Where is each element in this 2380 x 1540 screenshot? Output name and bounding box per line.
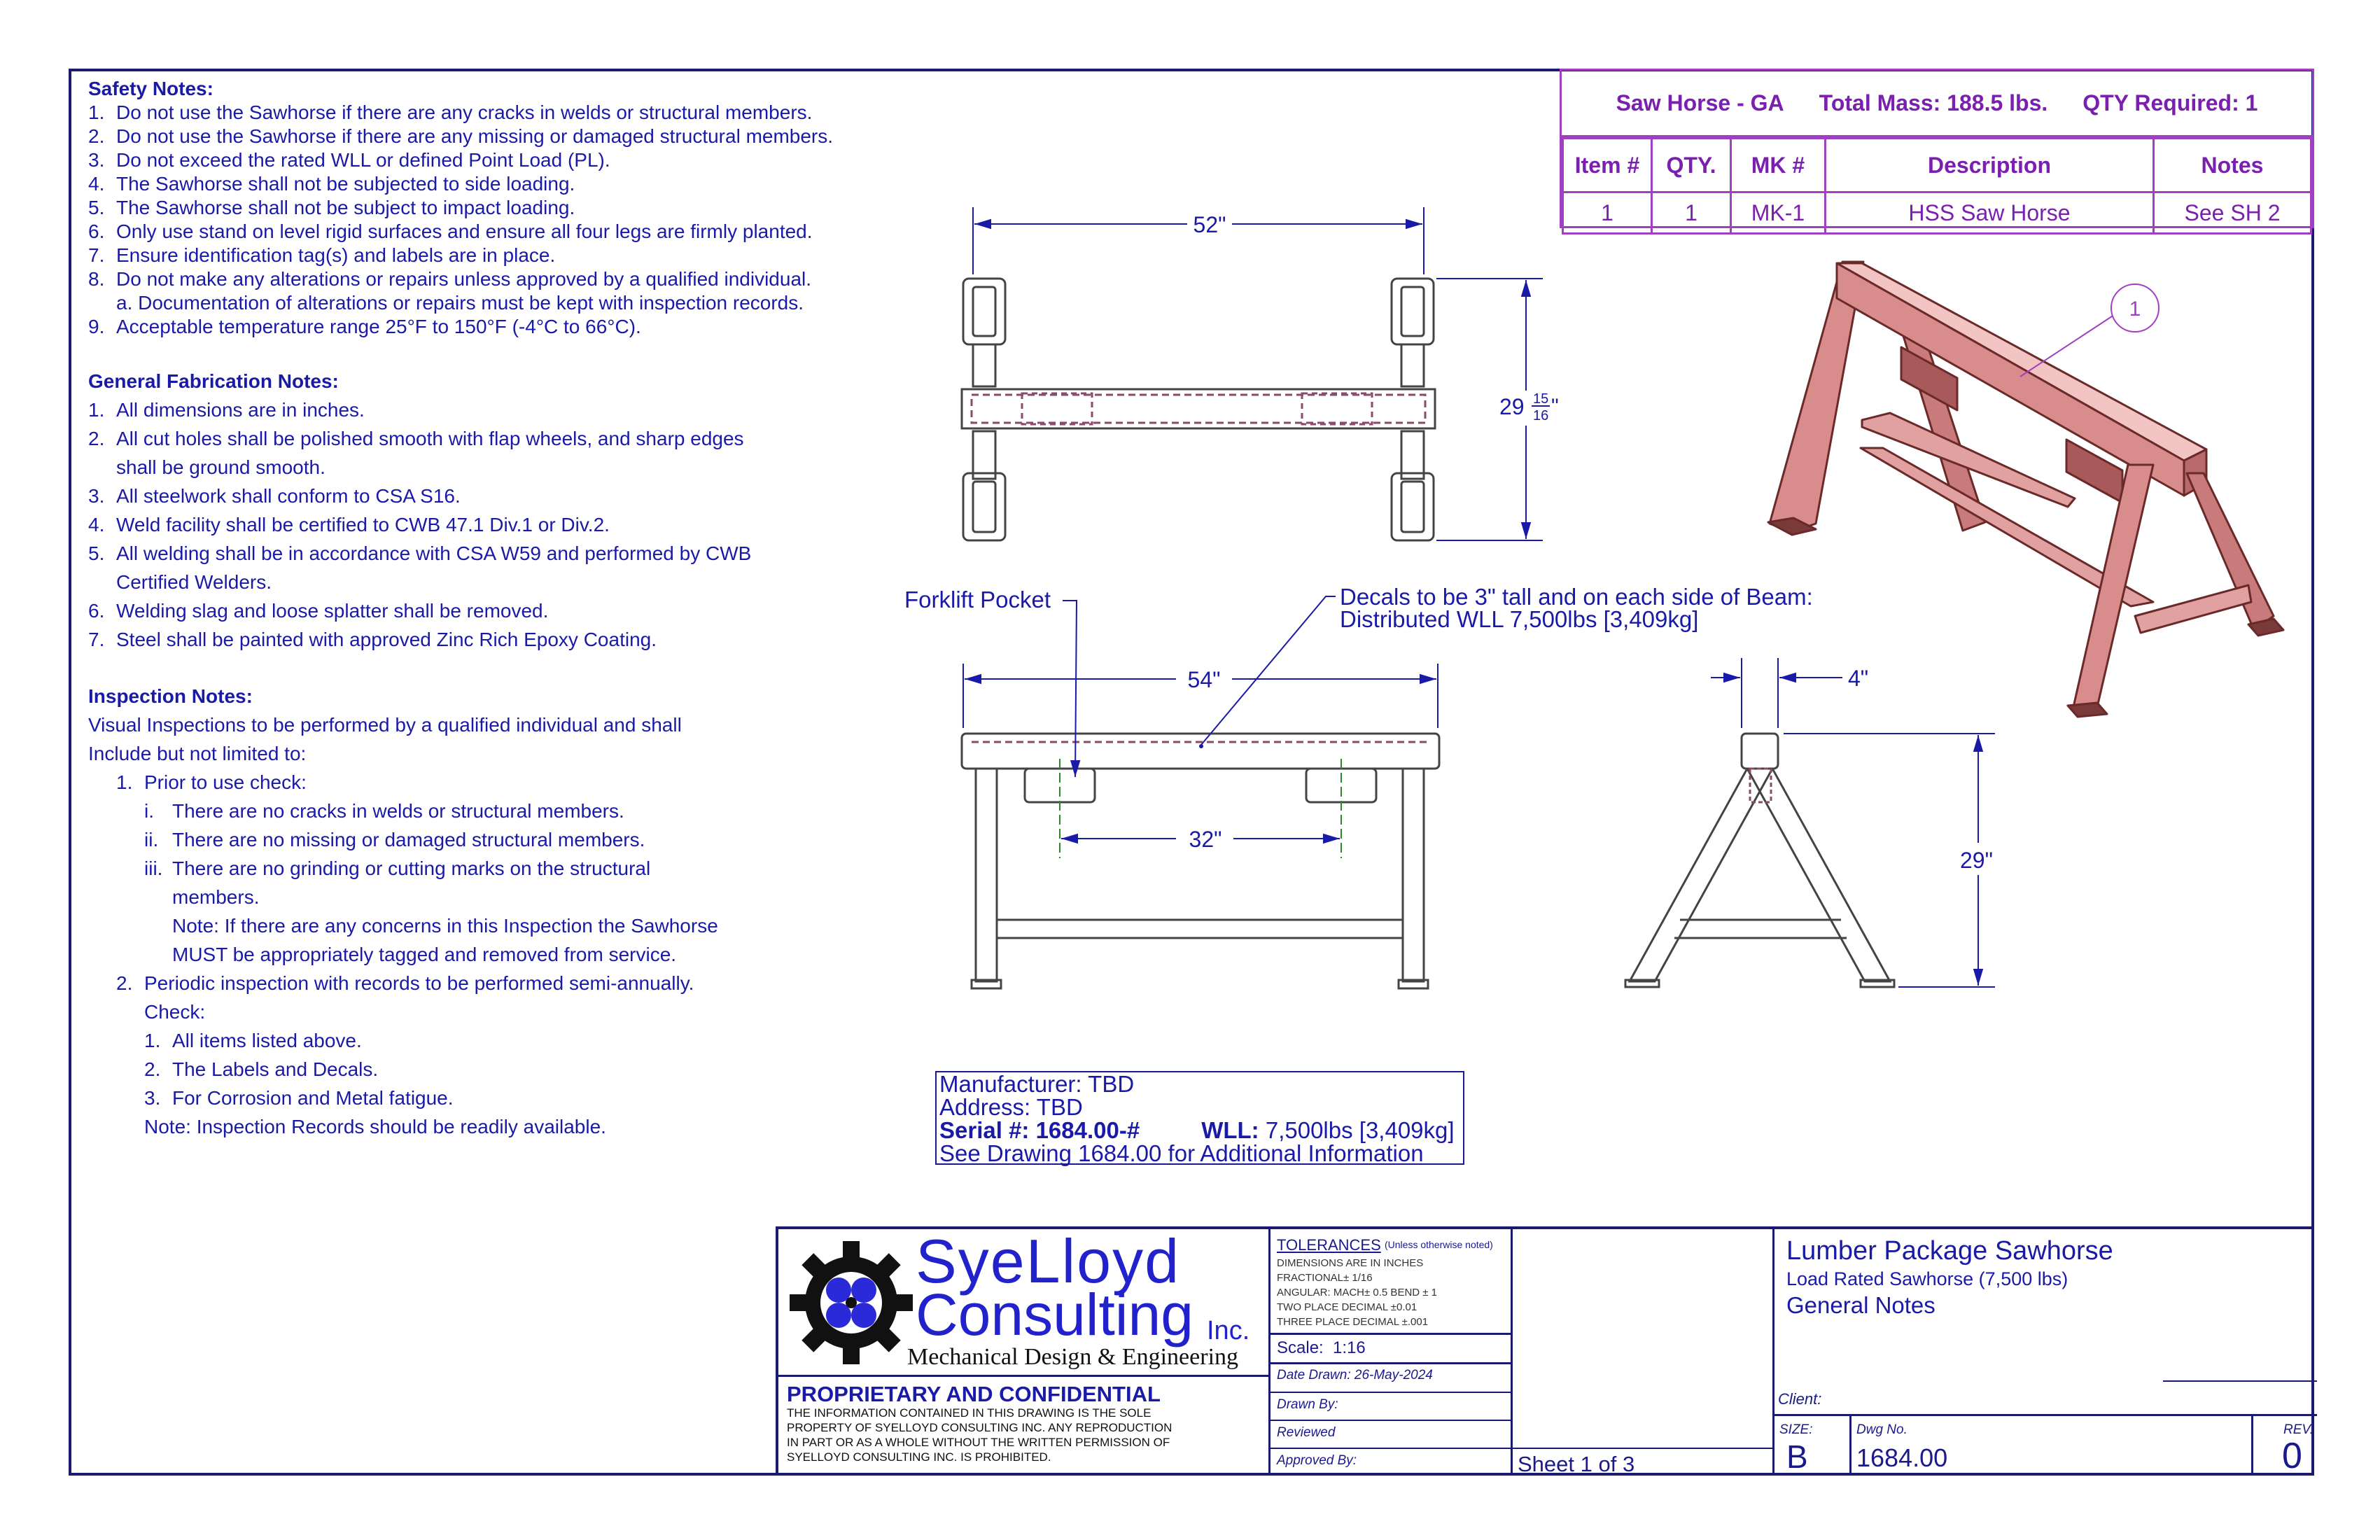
fab-item-cont: Certified Welders. [116,571,272,593]
tb-divider [1268,1392,1511,1393]
inspection-title: Inspection Notes: [88,685,253,707]
scale-field [1277,1338,1366,1358]
safety-item: Ensure identification tag(s) and labels are in place. [116,244,556,266]
side-view-hidden [1750,769,1771,802]
tolerance-line: DIMENSIONS ARE IN INCHES [1277,1257,1424,1269]
drawing-title: Lumber Package Sawhorse [1786,1236,2113,1266]
side-view-foot [1861,980,1894,987]
dim-side-width: 4" [1848,666,1869,691]
prior-item: There are no grinding or cutting marks on the structural [172,858,651,879]
dim-top-depth: 29 [1499,394,1525,419]
tb-divider [1268,1333,1511,1335]
tb-divider [1511,1448,1772,1449]
wll-value: 7,500lbs [3,409kg] [1265,1117,1455,1143]
scale-label: Scale: [1277,1338,1324,1357]
tolerance-line: TWO PLACE DECIMAL ±0.01 [1277,1301,1418,1313]
inspection-check: Check: [144,1001,206,1023]
check-item: All items listed above. [172,1030,362,1051]
inch-mark: " [1551,395,1559,418]
safety-title: Safety Notes: [88,78,214,99]
top-view-dims [973,207,1543,540]
fab-item: All welding shall be in accordance with CSA W59 and performed by CWB [116,542,752,564]
inspection-prior: Prior to use check: [144,771,307,793]
sheet-number: Sheet 1 of 3 [1518,1452,1635,1476]
bom-col-header: Notes [2154,139,2311,192]
leader-dot [1199,744,1203,748]
proprietary-text [787,1406,1172,1464]
bom-col-header: QTY. [1652,139,1731,192]
safety-item: Do not use the Sawhorse if there are any cracks in welds or structural members. [116,102,813,123]
date-value: 26-May-2024 [1354,1368,1433,1382]
front-view-beam [962,734,1439,769]
inspection-note: MUST be appropriately tagged and removed from service. [172,944,677,965]
tb-divider [1772,1229,1774,1476]
rev-value: 0 [2282,1436,2302,1476]
dwg-number: 1684.00 [1856,1443,1948,1472]
manufacturer-plate [935,1071,1464,1165]
safety-item: Only use stand on level rigid surfaces and ensure all four legs are firmly planted. [116,220,813,242]
tolerances-note: (Unless otherwise noted) [1385,1239,1493,1250]
approved-by-label: Approved By: [1277,1453,1357,1468]
serial-number: Serial #: 1684.00-# [939,1117,1140,1143]
top-view-leg [1401,431,1424,479]
inspection-final-note: Note: Inspection Records should be readily available. [144,1116,606,1138]
prior-item: There are no missing or damaged structural members. [172,829,645,850]
top-view-leg [1401,344,1424,386]
safety-item: Acceptable temperature range 25°F to 150°F (-4°C to 66°C). [116,316,641,337]
bom-col-header: Item # [1563,139,1652,192]
safety-item: The Sawhorse shall not be subject to impact loading. [116,197,575,218]
top-view-leg-pad [963,473,1005,540]
bom-cell: 1 [1563,192,1652,234]
drawing-subtitle: Load Rated Sawhorse (7,500 lbs) [1786,1268,2068,1289]
size-label: SIZE: [1779,1422,1813,1437]
side-view [1625,734,1894,987]
bom-cell: See SH 2 [2154,192,2311,234]
inspection-intro: Visual Inspections to be performed by a qualified individual and shall [88,714,682,736]
front-view-stretcher [997,920,1403,938]
front-view [962,734,1439,988]
drawn-by-label: Drawn By: [1277,1397,1338,1412]
fab-item: All dimensions are in inches. [116,399,365,421]
side-view-leg [1747,769,1890,981]
safety-item: Do not use the Sawhorse if there are any missing or damaged structural members. [116,125,834,147]
logo-name: Consulting [916,1282,1194,1348]
iso-view [1768,262,2283,717]
bom-col-header: MK # [1731,139,1826,192]
safety-item: The Sawhorse shall not be subjected to side loading. [116,173,575,195]
manufacturer-line: Manufacturer: TBD [939,1071,1135,1097]
size-value: B [1786,1438,1808,1475]
tolerance-line: THREE PLACE DECIMAL ±.001 [1277,1316,1429,1328]
tb-divider [1849,1414,1851,1476]
rev-label: REV. [2283,1422,2314,1437]
fab-item-cont: shall be ground smooth. [116,456,326,478]
top-view-leg [973,431,995,479]
top-view-leg-pad [1401,287,1424,336]
fab-item: All cut holes shall be polished smooth with flap wheels, and sharp edges [116,428,744,449]
proprietary-title: PROPRIETARY AND CONFIDENTIAL [787,1382,1161,1406]
decal-callout: Decals to be 3" tall and on each side of Beam: [1340,584,1813,610]
top-view-leg-pad [1392,279,1434,344]
proprietary-line: SYELLOYD CONSULTING INC. IS PROHIBITED. [787,1450,1051,1464]
tb-divider [2163,1380,2317,1382]
dim-pocket-spacing: 32" [1189,827,1222,852]
front-view-leg [976,769,997,981]
serial-wll-line [939,1119,1463,1142]
fab-item: Weld facility shall be certified to CWB 47.1 Div.1 or Div.2. [116,514,610,536]
bom-cell: MK-1 [1731,192,1826,234]
tb-divider [1268,1229,1270,1476]
wll-label: WLL: [1201,1117,1259,1143]
front-view-leg [1403,769,1424,981]
proprietary-line: PROPERTY OF SYELLOYD CONSULTING INC. ANY REPRODUCTION [787,1421,1172,1434]
tb-divider [1268,1448,1511,1449]
see-drawing-line: See Drawing 1684.00 for Additional Information [939,1140,1424,1166]
tolerances-title: TOLERANCES [1277,1236,1381,1254]
top-view-leg [973,344,995,386]
fab-item: All steelwork shall conform to CSA S16. [116,485,461,507]
title-block [776,1226,2314,1476]
top-view [962,279,1435,540]
balloon-leader [2020,315,2114,377]
address-line: Address: TBD [939,1094,1083,1120]
top-view-pocket-hidden [1302,393,1372,424]
top-view-leg-pad [963,279,1005,344]
tb-divider [1511,1229,1513,1476]
bom-mass: Total Mass: 188.5 lbs. [1819,90,2048,115]
tb-divider [1268,1420,1511,1421]
safety-subitem: a. Documentation of alterations or repairs must be kept with inspection records. [116,292,804,314]
top-view-leg-pad [973,287,995,336]
prior-item-cont: members. [172,886,260,908]
check-item: For Corrosion and Metal fatigue. [172,1087,454,1109]
iso-brace [2135,585,2251,633]
safety-notes: Safety Notes: 1. Do not use the Sawhorse if there are any cracks in welds or structural members. 2. Do not use the Sawhorse if there are any missing or damaged structural members. 3. Do not exceed the rated WLL or defined Point Load (PL). 4. The Sawhorse shall not be subjected to side loading. 5. The Sawhorse shall not be subject to impact loading. 6. Only use stand on level rigid surfaces and ensure all four legs are firmly planted. 7. Ensure identification tag(s) and labels are in place. 8. Do not make any alterations or repairs unless approved by a qualified individual. a. Documentation of alterations or repairs must be kept with inspection records. 9. Acceptable temperature range 25°F to 150°F (-4°C to 66°C). [88,77,970,339]
reviewed-label: Reviewed [1277,1425,1336,1440]
logo-inc: Inc. [1207,1316,1250,1345]
side-view-beam [1742,734,1778,769]
date-label: Date Drawn: [1277,1368,1351,1382]
top-view-pocket-hidden [1022,393,1092,424]
dim-front-width: 54" [1187,667,1221,692]
bom-cell: HSS Saw Horse [1826,192,2154,234]
tb-divider [1268,1362,1511,1364]
fab-item: Steel shall be painted with approved Zinc Rich Epoxy Coating. [116,629,657,650]
inspection-note: Note: If there are any concerns in this Inspection the Sawhorse [172,915,718,937]
tb-divider [1476,1392,1511,1393]
dim-side-height: 29" [1960,848,1993,873]
dwg-label: Dwg No. [1856,1422,1907,1437]
decal-leader [1201,596,1336,745]
date-field [1277,1368,1433,1383]
decal-callout: Distributed WLL 7,500lbs [3,409kg] [1340,606,1699,632]
inspection-notes: Inspection Notes: Visual Inspections to be performed by a qualified individual and shall Include but not limited to: 1. Prior to use check: i. There are no cracks in welds or structural members. ii. There are no missing or damaged structural members. iii. There are no grinding or cutting marks on the structural members. Note: If there are any concerns in this Inspection the Sawhorse MUST be appropriately tagged and removed from service. 2. Periodic inspection with records to be performed semi-annually. Check: 1. All items listed above. 2. The Labels and Decals. 3. For Corrosion and Metal fatigue. Note: Inspection Records should be readily available. [88,682,970,1141]
tolerance-line: ANGULAR: MACH± 0.5 BEND ± 1 [1277,1287,1438,1298]
top-view-leg-pad [1392,473,1434,540]
top-view-leg-pad [1401,482,1424,532]
fabrication-title: General Fabrication Notes: [88,370,339,392]
dim-top-depth-den: 16 [1533,408,1549,424]
logo-name: SyeLloyd [916,1226,1181,1296]
fabrication-notes: General Fabrication Notes: 1. All dimensions are in inches. 2. All cut holes shall be polished smooth with flap wheels, and sharp edges shall be ground smooth. 3. All steelwork shall conform to CSA S16. 4. Weld facility shall be certified to CWB 47.1 Div.1 or Div.2. 5. All welding shall be in accordance with CSA W59 and performed by CWB Certified Welders. 6. Welding slag and loose splatter shall be removed. 7. Steel shall be painted with approved Zinc Rich Epoxy Coating. [88,367,970,654]
tolerance-line: FRACTIONAL± 1/16 [1277,1272,1373,1284]
tb-divider [778,1375,1268,1377]
side-view-foot [1625,980,1659,987]
top-view-beam-hidden [972,395,1425,423]
check-item: The Labels and Decals. [172,1058,379,1080]
item-balloon-number: 1 [2129,298,2141,321]
dim-top-width: 52" [1193,212,1226,237]
tolerances-lines [1277,1256,1437,1329]
logo-gear-icon [790,1236,913,1369]
safety-item: Do not exceed the rated WLL or defined Point Load (PL). [116,149,610,171]
bom-cell: 1 [1652,192,1731,234]
forklift-callout: Forklift Pocket [904,587,1051,612]
top-view-leg-pad [973,482,995,532]
inspection-intro: Include but not limited to: [88,743,307,764]
bom-title: Saw Horse - GA [1616,90,1784,115]
client-label: Client: [1778,1390,1822,1408]
bom-col-header: Description [1826,139,2154,192]
scale-value: 1:16 [1333,1338,1366,1357]
logo-tagline: Mechanical Design & Engineering [907,1344,1239,1370]
iso-foot [2068,703,2107,717]
iso-leg [2073,465,2153,707]
tb-divider [2251,1414,2253,1476]
tb-divider [1772,1414,2317,1416]
fab-item: Welding slag and loose splatter shall be removed. [116,600,549,622]
prior-item: There are no cracks in welds or structural members. [172,800,624,822]
proprietary-line: THE INFORMATION CONTAINED IN THIS DRAWING IS THE SOLE [787,1406,1152,1420]
bom-qty-required: QTY Required: 1 [2082,90,2258,115]
inspection-periodic: Periodic inspection with records to be performed semi-annually. [144,972,694,994]
proprietary-line: IN PART OR AS A WHOLE WITHOUT THE WRITTEN PERMISSION OF [787,1436,1170,1449]
dim-top-depth-num: 15 [1533,391,1549,407]
forklift-leader [1063,601,1077,777]
safety-item: Do not make any alterations or repairs unless approved by a qualified individual. [116,268,812,290]
drawing-sheet-title: General Notes [1786,1292,1935,1318]
